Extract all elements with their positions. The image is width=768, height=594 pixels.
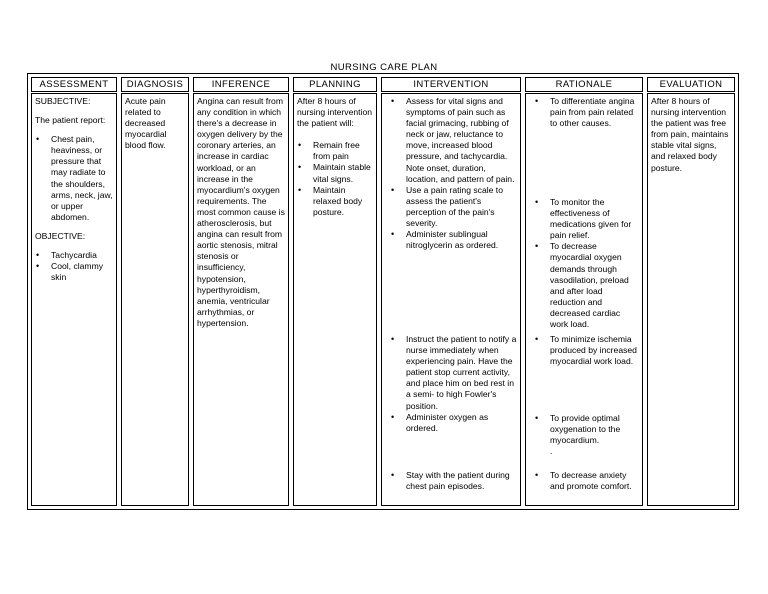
header-intervention: INTERVENTION: [381, 77, 521, 92]
page-title: NURSING CARE PLAN: [330, 62, 438, 73]
evaluation-text: After 8 hours of nursing intervention the patient was free from pain, maintains stable vital signs, and relaxed body posture.: [651, 96, 729, 173]
list-item: • Assess for vital signs and symptoms of pain such as facial grimacing, rubbing of neck or jaw, reluctance to move, increased blood pressure, and tachycardia. Note onset, duration, location, and pattern of pain.: [390, 96, 517, 185]
list-item: • Use a pain rating scale to assess the patient's perception of the pain's severity.: [390, 185, 517, 229]
rationale-list-3: [534, 334, 639, 367]
list-item: • Maintain relaxed body posture.: [297, 185, 373, 218]
header-assessment: ASSESSMENT: [31, 77, 117, 92]
rationale-text: To provide optimal oxygenation to the myocardium.: [550, 413, 621, 446]
intervention-list-1: [390, 96, 517, 251]
list-item: • Stay with the patient during chest pain episodes.: [390, 470, 517, 492]
list-item: • To decrease myocardial oxygen demands through vasodilation, preload and after load reduction and decreased cardiac work load.: [534, 241, 639, 330]
subjective-list: [35, 134, 113, 223]
list-item: • Tachycardia: [35, 250, 113, 261]
intervention-list-3: [390, 470, 517, 492]
header-rationale: RATIONALE: [525, 77, 643, 92]
diagnosis-cell: [121, 93, 189, 506]
rationale-list-5: [534, 470, 639, 492]
list-item: • To minimize ischemia produced by increased myocardial work load.: [534, 334, 639, 367]
planning-cell: [293, 93, 377, 506]
list-item: • Cool, clammy skin: [35, 261, 113, 283]
diagnosis-text: Acute pain related to decreased myocardial blood flow.: [125, 96, 167, 151]
rationale-cell: [525, 93, 643, 506]
list-item: [534, 413, 639, 457]
inference-cell: [193, 93, 289, 506]
intervention-list-2: [390, 334, 517, 434]
planning-intro: After 8 hours of nursing intervention the patient will:: [297, 96, 373, 129]
objective-list: [35, 250, 113, 283]
planning-list: [297, 140, 373, 218]
report-text: The patient report:: [35, 115, 106, 126]
header-diagnosis: DIAGNOSIS: [121, 77, 189, 92]
list-item: • Remain free from pain: [297, 140, 373, 162]
subjective-label: SUBJECTIVE:: [35, 96, 91, 106]
inference-text: Angina can result from any condition in which there's a decrease in oxygen delivery by the coronary arteries, an increase in cardiac workload, or an increase in the myocardium's oxygen requirements. The most common cause is atherosclerosis, but angina can result from aortic stenosis, mitral stenosis or insufficiency, hypotension, hyperthyroidism, anemia, ventricular arrhythmias, or hypertension.: [197, 96, 285, 328]
objective-label: OBJECTIVE:: [35, 230, 86, 241]
header-inference: INFERENCE: [193, 77, 289, 92]
header-evaluation: EVALUATION: [647, 77, 735, 92]
list-item: • To monitor the effectiveness of medications given for pain relief.: [534, 197, 639, 241]
intervention-cell: [381, 93, 521, 506]
rationale-list-1: [534, 96, 639, 129]
list-item: • Chest pain, heaviness, or pressure that may radiate to the shoulders, arms, neck, jaw, or upper abdomen.: [35, 134, 113, 223]
list-item: • Administer oxygen as ordered.: [390, 412, 517, 434]
list-item: • Administer sublingual nitroglycerin as ordered.: [390, 229, 517, 251]
list-item: • Maintain stable vital signs.: [297, 162, 373, 184]
header-planning: PLANNING: [293, 77, 377, 92]
rationale-list-2: [534, 197, 639, 330]
evaluation-cell: [647, 93, 735, 506]
list-item: • Instruct the patient to notify a nurse immediately when experiencing pain. Have the patient stop current activity, and place him on bed rest in a semi- to high Fowler's position.: [390, 334, 517, 412]
stray-dot: .: [550, 446, 553, 457]
list-item: • To decrease anxiety and promote comfort.: [534, 470, 639, 492]
list-item: • To differentiate angina pain from pain related to other causes.: [534, 96, 639, 129]
assessment-cell: [31, 93, 117, 506]
rationale-list-4: [534, 413, 639, 457]
